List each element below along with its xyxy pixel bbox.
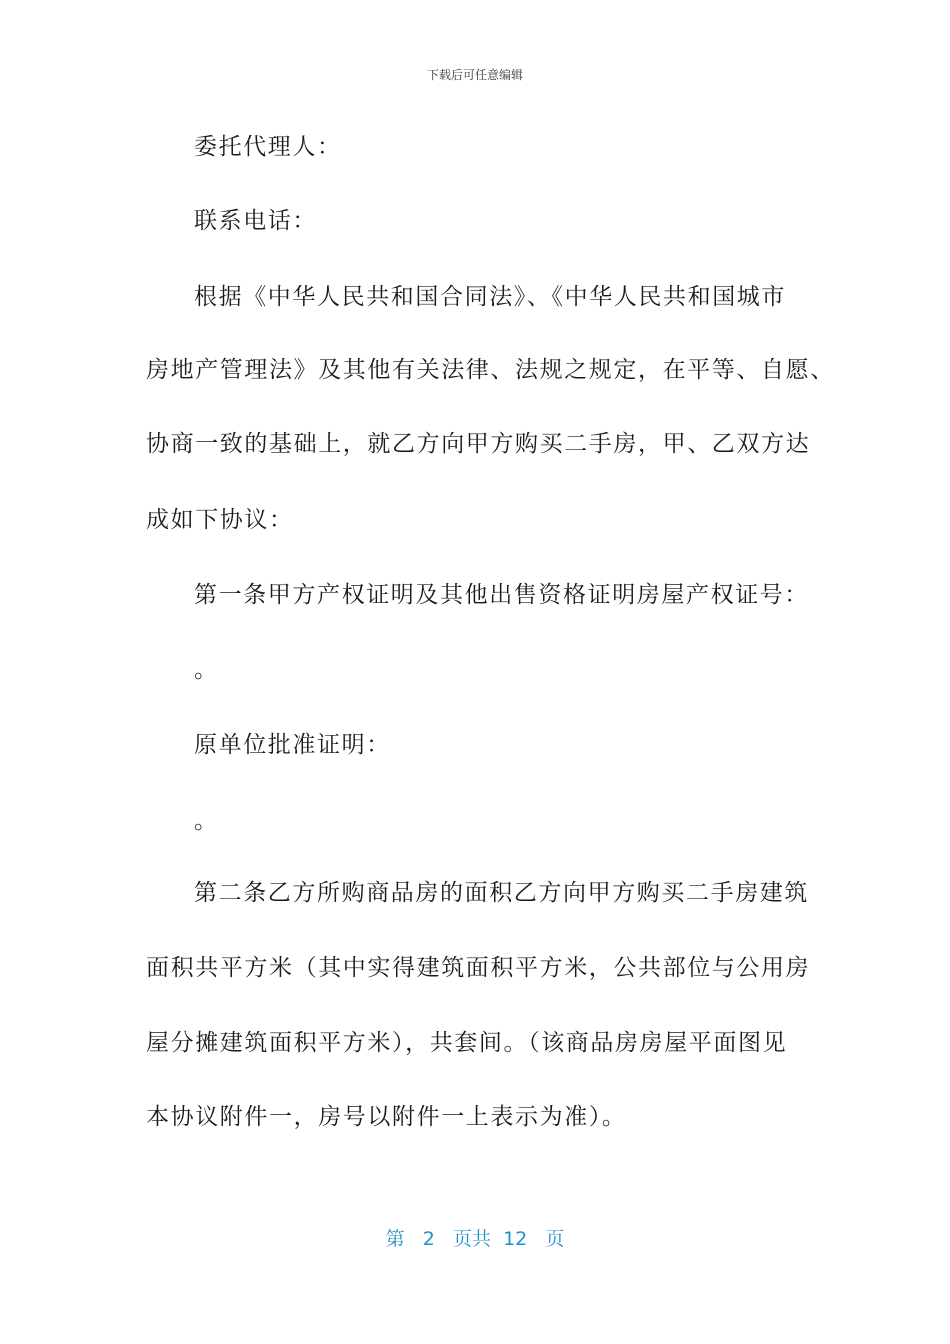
text-line: 成如下协议： [146, 507, 294, 533]
page-suffix: 页 [545, 1228, 565, 1250]
text-line: 原单位批准证明： [194, 732, 391, 758]
text-line: 联系电话： [194, 208, 317, 234]
text-line: 。 [194, 808, 219, 834]
page-prefix: 第 [385, 1228, 405, 1250]
current-page: 2 [422, 1228, 435, 1250]
text-line: 屋分摊建筑面积平方米），共套间。（该商品房房屋平面图见 [146, 1030, 788, 1056]
total-pages: 12 [503, 1228, 528, 1250]
header-note: 下载后可任意编辑 [426, 68, 523, 82]
page-middle: 页共 [452, 1228, 491, 1250]
page-number-footer [0, 1226, 950, 1252]
text-line: 房地产管理法》及其他有关法律、法规之规定，在平等、自愿、 [146, 357, 835, 383]
text-line: 第二条乙方所购商品房的面积乙方向甲方购买二手房建筑 [194, 880, 809, 906]
text-line: 委托代理人： [194, 134, 342, 160]
text-line: 。 [194, 657, 219, 683]
text-line: 面积共平方米（其中实得建筑面积平方米，公共部位与公用房 [146, 955, 811, 981]
text-line: 协商一致的基础上，就乙方向甲方购买二手房，甲、乙双方达 [146, 431, 811, 457]
text-line: 根据《中华人民共和国合同法》、《中华人民共和国城市 [194, 284, 786, 310]
text-line: 第一条甲方产权证明及其他出售资格证明房屋产权证号： [194, 582, 809, 608]
text-line: 本协议附件一，房号以附件一上表示为准）。 [146, 1104, 627, 1130]
